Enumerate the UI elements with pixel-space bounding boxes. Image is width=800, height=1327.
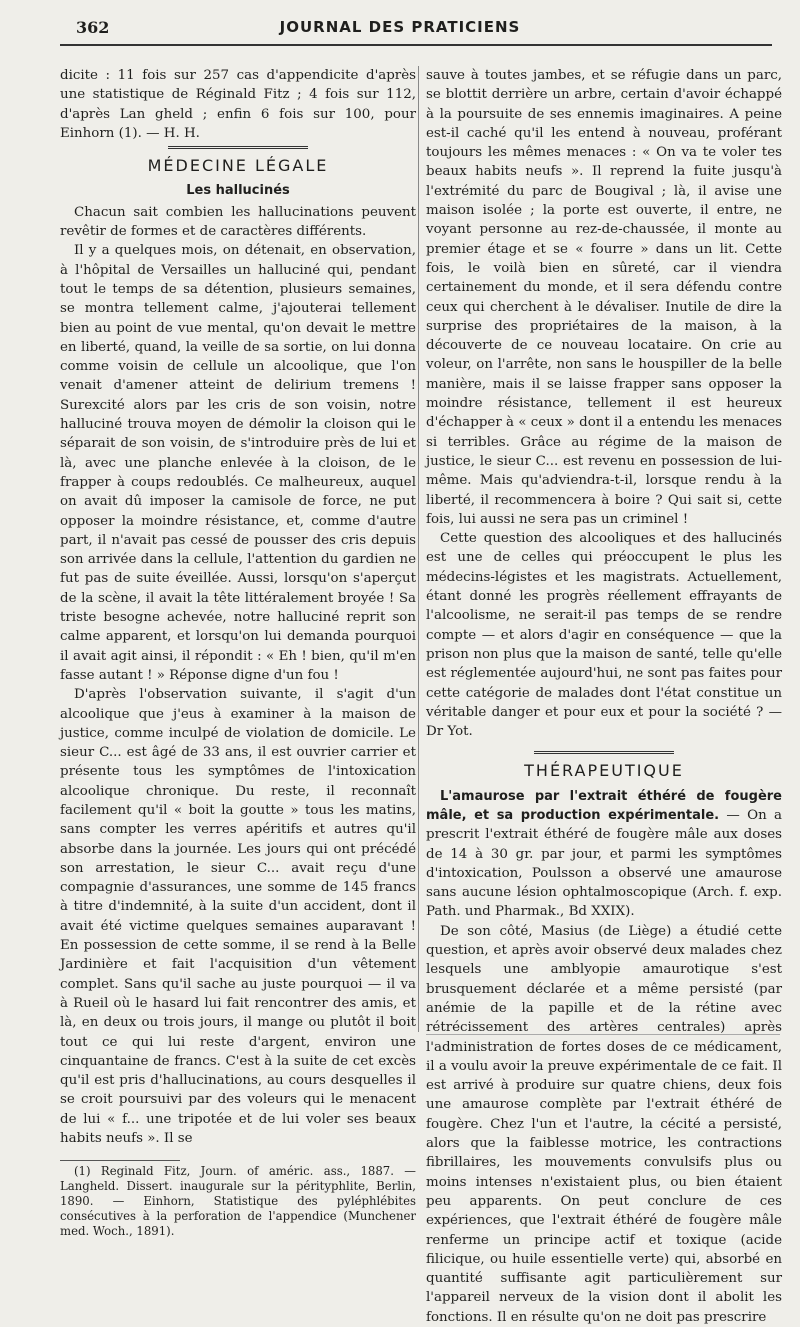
column-divider <box>418 66 419 1032</box>
page-header <box>0 0 800 50</box>
footnote-rule <box>60 1160 180 1161</box>
paragraph: De son côté, Masius (de Liège) a étudié cette question, et après avoir observé deux malades chez lesquels une amblyopie amaurotique s'est brusquement déclarée et a même persisté (par anémie de la papille et de la rétine avec rétrécissement des artères centrales) après l'administration de fortes doses de ce médicament, il a voulu avoir la preuve expérimentale de ce fait. Il est arrivé à produire sur quatre chiens, deux fois une amaurose complète par l'extrait éthéré de fougère. Chez l'un et l'autre, la cécité a persisté, alors que la faiblesse motrice, les contractions fibrillaires, les mouvements convulsifs plus ou moins intenses n'existaient plus, ou bien étaient peu apparents. On peut conclure de ces expériences, que l'extrait éthéré de fougère mâle renferme un principe actif et toxique (acide filicique, ou huile essentielle verte) qui, absorbé en quantité suffisante agit particulièrement sur l'appareil nerveux de la vision dont il abolit les fonctions. Il en résulte qu'on ne doit pas prescrire <box>426 923 782 1325</box>
journal-title: JOURNAL DES PRATICIENS <box>279 18 521 36</box>
left-column <box>60 66 416 1239</box>
page-number: 362 <box>76 18 110 37</box>
paragraph: Chacun sait combien les hallucinations peuvent revêtir de formes et de caractères différents. <box>60 204 416 240</box>
continued-paragraph: dicite : 11 fois sur 257 cas d'appendicite d'après une statistique de Réginald Fitz ; 4 fois sur 112, d'après Lan gheld ; enfin 6 fois sur 100, pour Einhorn (1). — H. H. <box>60 68 416 141</box>
article-subheading: Les hallucinés <box>186 183 290 199</box>
header-rule <box>60 44 772 46</box>
section-title-medecine-legale: MÉDECINE LÉGALE <box>147 156 329 176</box>
right-column <box>426 66 782 1327</box>
section-rule <box>534 751 674 756</box>
paragraph: Il y a quelques mois, on détenait, en observation, à l'hôpital de Versailles un halluciné qui, pendant tout le temps de sa détention, plusieurs semaines, se montra tellement calme, j'ajouterai tellement bien au point de vue mental, qu'on devait le mettre en liberté, quand, la veille de sa sortie, on lui donna comme voisin de cellule un alcoolique, que l'on venait d'amener atteint de delirium tremens ! Surexcité alors par les cris de son voisin, notre halluciné trouva moyen de démolir la cloison qui le séparait de son voisin, de s'introduire près de lui et là, avec une planche enlevée à la cloison, de le frapper à coups redoublés. Ce malheureux, auquel on avait dû imposer la camisole de force, ne put opposer la moindre résistance, et, comme d'autre part, il n'avait pas cessé de pousser des cris depuis son arrivée dans la cellule, l'attention du gardien ne fut pas de suite éveillée. Aussi, lorsqu'on s'aperçut de la scène, il avait la tête littéralement broyée ! Sa triste besogne achevée, notre halluciné reprit son calme apparent, et lorsqu'on lui demanda pourquoi il avait agit ainsi, il répondit : « Eh ! bien, qu'il m'en fasse autant ! » Réponse digne d'un fou ! <box>60 243 416 683</box>
bottom-rule <box>426 1034 780 1035</box>
section-title-therapeutique: THÉRAPEUTIQUE <box>524 761 684 781</box>
paragraph: D'après l'observation suivante, il s'agit d'un alcoolique que j'eus à examiner à la maison de justice, comme inculpé de violation de domicile. Le sieur C... est âgé de 33 ans, il est ouvrier carrier et présente tous les symptômes de l'intoxication alcoolique chronique. Du reste, il reconnaît facilement qu'il « boit la goutte » tous les matins, sans compter les verres apéritifs et autres qu'il absorbe dans la journée. Les jours qui ont précédé son arrestation, le sieur C... avait reçu d'une compagnie d'assurances, une somme de 145 francs à titre d'indemnité, à la suite d'un accident, dont il avait été victime quelques semaines auparavant ! En possession de cette somme, il se rend à la Belle Jardinière et fait l'acquisition d'un vêtement complet. Sans qu'il sache au juste pourquoi — il va à Rueil où le hasard lui fait rencontrer des amis, et là, en deux ou trois jours, il mange ou plutôt il boit tout ce qui lui reste d'argent, environ une cinquantaine de francs. C'est à la suite de cet excès qu'il est pris d'hallucinations, au cours desquelles il se croit poursuivi par des voleurs qui le menacent de lui « f... une tripotée et de lui voler ses beaux habits neufs ». Il se <box>60 687 416 1147</box>
paragraph: sauve à toutes jambes, et se réfugie dans un parc, se blottit derrière un arbre, certain d'avoir échappé à la poursuite de ses ennemis imaginaires. A peine est-il caché qu'il les entend à nouveau, proférant toujours les mêmes menaces : « On va te voler tes beaux habits neufs ». Il reprend la fuite jusqu'à l'extrémité du parc de Bougival ; là, il avise une maison isolée ; la porte est ouverte, il entre, ne voyant personne au rez-de-chaussée, il monte au premier étage et se « fourre » dans un lit. Cette fois, le voilà bien en sûreté, car il viendra certainement du monde, et il sera défendu contre ceux qui cherchent à le dévaliser. Inutile de dire la surprise des propriétaires de la maison, à la découverte de ce nouveau locataire. On crie au voleur, on l'arrête, non sans le houspiller de la belle manière, mais il se laisse frapper sans opposer la moindre résistance, tellement il est heureux d'échapper à « ceux » dont il a entendu les menaces si terribles. Grâce au régime de la maison de justice, le sieur C... est revenu en possession de lui-même. Mais qu'adviendra-t-il, lorsque rendu à la liberté, il recommencera à boire ? Qui sait si, cette fois, lui aussi ne sera pas un criminel ! <box>426 68 782 527</box>
section-rule <box>168 146 308 151</box>
footnote <box>60 1164 416 1239</box>
article-title: L'amaurose par l'extrait éthéré de fougère mâle, et sa production expérimentale. <box>426 788 782 823</box>
footnote-text: (1) Reginald Fitz, Journ. of améric. ass., 1887. — Langheld. Dissert. inaugurale sur la pérityphlite, Berlin, 1890. — Einhorn, Statistique des pyléphlébites consécutives à la perforation de l'appendice (Munchener med. Woch., 1891). <box>60 1164 416 1239</box>
paragraph: Cette question des alcooliques et des hallucinés est une de celles qui préoccupent le plus les médecins-légistes et les magistrats. Actuellement, étant donné les progrès réellement effrayants de l'alcoolisme, ne serait-il pas temps de se rendre compte — et alors d'agir en conséquence — que la prison non plus que la maison de santé, telle qu'elle est réglementée aujourd'hui, ne sont pas faites pour cette catégorie de malades dont l'état constitue un véritable danger et pour eux et pour la société ? — Dr Yot. <box>426 531 782 740</box>
article-intro: — On a prescrit l'extrait éthéré de fougère mâle aux doses de 14 à 30 gr. par jour, et parmi les symptômes d'intoxication, Poulsson a observé une amaurose sans aucune lésion ophtalmoscopique (Arch. f. exp. Path. und Pharmak., Bd XXIX). <box>426 807 782 920</box>
